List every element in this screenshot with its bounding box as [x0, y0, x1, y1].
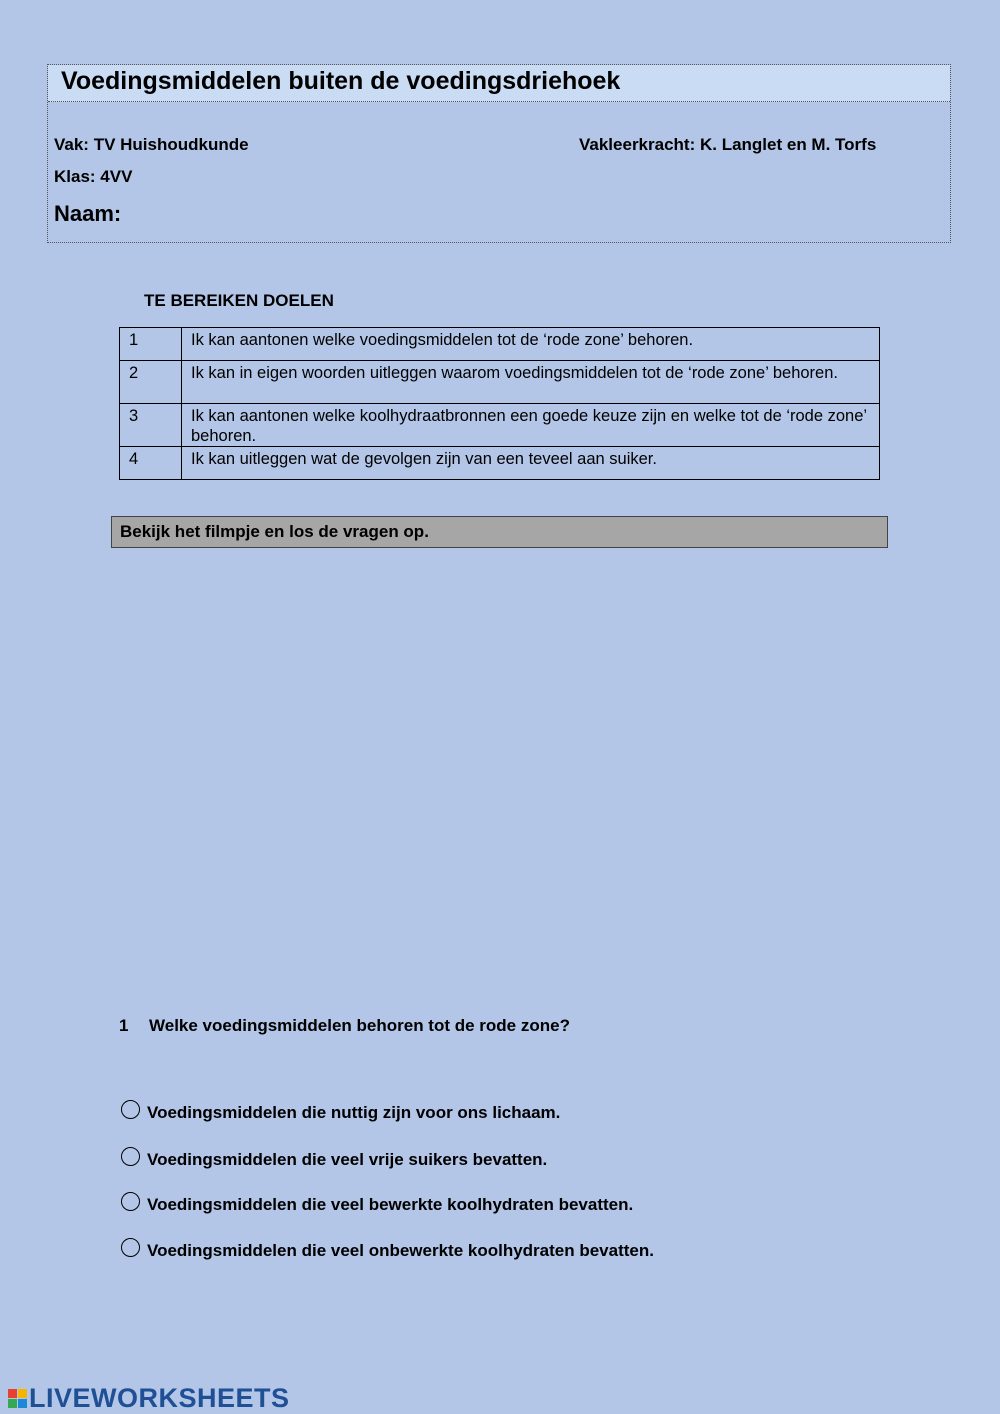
goal-number: 4	[120, 447, 182, 480]
question-number: 1	[119, 1016, 129, 1035]
instruction-text: Bekijk het filmpje en los de vragen op.	[120, 522, 429, 541]
goal-text: Ik kan uitleggen wat de gevolgen zijn van een teveel aan suiker.	[182, 447, 880, 480]
class-label: Klas: 4VV	[54, 167, 133, 186]
question-1	[119, 1016, 570, 1036]
logo-text: LIVEWORKSHEETS	[29, 1383, 290, 1413]
liveworksheets-logo[interactable]	[8, 1383, 290, 1414]
header-box	[47, 64, 951, 243]
goals-table	[119, 327, 880, 480]
option-label: Voedingsmiddelen die veel onbewerkte koolhydraten bevatten.	[147, 1241, 654, 1260]
page-title: Voedingsmiddelen buiten de voedingsdriehoek	[61, 67, 621, 95]
table-row	[120, 404, 880, 447]
goal-text: Ik kan aantonen welke voedingsmiddelen tot de ‘rode zone’ behoren.	[182, 328, 880, 361]
radio-button[interactable]	[121, 1147, 140, 1166]
radio-button[interactable]	[121, 1238, 140, 1257]
teacher-label: Vakleerkracht: K. Langlet en M. Torfs	[579, 135, 877, 154]
goal-number: 1	[120, 328, 182, 361]
goal-text: Ik kan in eigen woorden uitleggen waarom voedingsmiddelen tot de ‘rode zone’ behoren.	[182, 361, 880, 404]
goal-number: 2	[120, 361, 182, 404]
option-label: Voedingsmiddelen die veel bewerkte koolhydraten bevatten.	[147, 1195, 634, 1214]
table-row	[120, 447, 880, 480]
question-text: Welke voedingsmiddelen behoren tot de rode zone?	[149, 1016, 570, 1035]
answer-option-3[interactable]	[121, 1195, 633, 1215]
goal-text: Ik kan aantonen welke koolhydraatbronnen een goede keuze zijn en welke tot de ‘rode zone’ behoren.	[182, 404, 880, 447]
instruction-bar	[111, 516, 888, 548]
radio-button[interactable]	[121, 1100, 140, 1119]
title-bar	[48, 65, 950, 102]
name-label: Naam:	[54, 201, 122, 226]
table-row	[120, 328, 880, 361]
goal-number: 3	[120, 404, 182, 447]
option-label: Voedingsmiddelen die veel vrije suikers bevatten.	[147, 1150, 548, 1169]
subject-label: Vak: TV Huishoudkunde	[54, 135, 249, 154]
logo-icon	[8, 1389, 27, 1408]
radio-button[interactable]	[121, 1192, 140, 1211]
goals-heading: TE BEREIKEN DOELEN	[144, 291, 334, 310]
answer-option-1[interactable]	[121, 1103, 560, 1123]
table-row	[120, 361, 880, 404]
answer-option-4[interactable]	[121, 1241, 654, 1261]
option-label: Voedingsmiddelen die nuttig zijn voor ons lichaam.	[147, 1103, 561, 1122]
answer-option-2[interactable]	[121, 1150, 547, 1170]
